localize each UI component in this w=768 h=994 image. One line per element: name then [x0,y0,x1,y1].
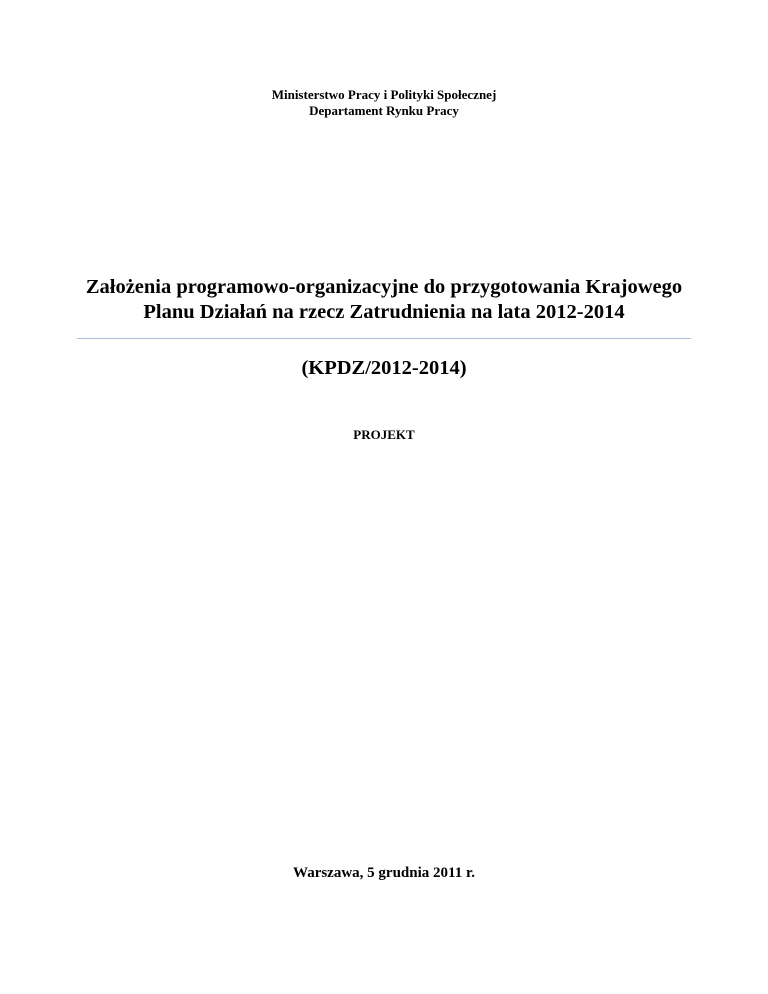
document-code: (KPDZ/2012-2014) [301,357,467,379]
title-line-2: Planu Działań na rzecz Zatrudnienia na lata 2012-2014 [143,301,625,323]
department-name: Departament Rynku Pracy [309,103,459,118]
title-line-1: Założenia programowo-organizacyjne do przygotowania Krajowego [85,276,683,298]
document-status: PROJEKT [353,427,415,442]
ministry-name: Ministerstwo Pracy i Polityki Społecznej [271,87,497,102]
document-header [0,87,768,119]
document-title [0,275,768,325]
place-and-date: Warszawa, 5 grudnia 2011 r. [293,865,475,881]
title-divider [77,338,691,339]
